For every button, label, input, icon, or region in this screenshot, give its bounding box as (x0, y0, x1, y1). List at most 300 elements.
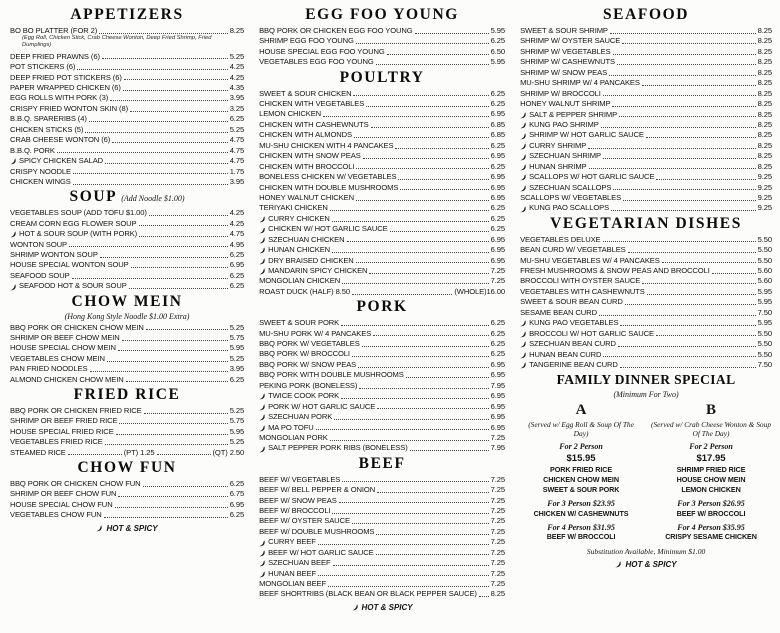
menu-item-row (259, 224, 505, 233)
section-header (10, 293, 244, 311)
item-price: 5.25 (229, 437, 245, 447)
section-title: SEAFOOD (602, 6, 690, 23)
menu-item (520, 172, 772, 181)
item-price: 8.25 (490, 589, 506, 599)
menu-item (10, 250, 244, 259)
item-name: HOUSE SPECIAL CHOW FUN (10, 499, 113, 509)
item-price: 7.25 (490, 537, 506, 547)
menu-item (520, 235, 772, 244)
menu-item (520, 110, 772, 119)
menu-item-row (520, 235, 772, 244)
item-price: 6.95 (490, 234, 506, 244)
item-name: BBQ PORK OR CHICKEN CHOW FUN (10, 478, 141, 488)
dotted-leader (130, 111, 228, 112)
dotted-leader (131, 267, 228, 268)
section-header (10, 188, 244, 206)
item-price: 5.50 (757, 349, 772, 359)
dotted-leader (610, 33, 756, 34)
dotted-leader (316, 429, 489, 430)
menu-item-row (10, 375, 244, 384)
menu-item-row (520, 287, 772, 296)
item-name: MANDARIN SPICY CHICKEN (268, 266, 368, 275)
menu-item (10, 510, 244, 519)
item-name: SWEET & SOUR CHICKEN (259, 88, 352, 98)
family-plans (520, 401, 772, 542)
section-title: FAMILY DINNER SPECIAL (556, 372, 736, 388)
menu-item (520, 360, 772, 369)
item-price: 7.25 (490, 516, 506, 526)
menu-item-row (10, 281, 244, 290)
item-name: HONEY WALNUT CHICKEN (259, 192, 354, 202)
dotted-leader (104, 517, 228, 518)
spicy-pepper-icon (259, 258, 266, 265)
item-name: MU-SHU VEGETABLES W/ 4 PANCAKES (520, 255, 660, 265)
menu-item-row (259, 172, 505, 181)
item-name: SHRIMP WONTON SOUP (10, 249, 98, 259)
dotted-leader (85, 132, 227, 133)
family-dish: SWEET & SOUR PORK (542, 484, 620, 494)
section-header (520, 215, 772, 233)
dotted-leader (353, 95, 488, 96)
spicy-pepper-icon (259, 216, 266, 223)
dotted-leader (628, 252, 756, 253)
item-price: 3.25 (229, 103, 245, 113)
item-name: SALT & PEPPER SHRIMP (529, 109, 618, 119)
spicy-pepper-icon (520, 164, 527, 171)
item-name: CURRY CHICKEN (268, 213, 330, 223)
menu-item (520, 151, 772, 160)
item-name: KUNG PAO SHRIMP (529, 119, 599, 129)
item-name: HUNAN CHICKEN (268, 245, 331, 255)
family-plan-letter: A (575, 402, 587, 419)
menu-item-row (520, 329, 772, 338)
menu-item (10, 271, 244, 280)
item-name: CRAB CHEESE WONTON (6) (10, 135, 111, 145)
dotted-leader (613, 189, 755, 190)
item-price: 6.95 (490, 370, 506, 380)
family-tier-price: $17.95 (696, 452, 726, 464)
dotted-leader (415, 33, 489, 34)
menu-item (259, 193, 505, 202)
dotted-leader (376, 64, 489, 65)
item-name: MONGOLIAN PORK (259, 432, 328, 442)
menu-item-row (259, 443, 505, 452)
spicy-pepper-icon (10, 231, 17, 238)
item-name: B.B.Q. SPARERIBS (4) (10, 114, 87, 124)
menu-item (520, 89, 772, 98)
item-name: VEGETABLES DELUXE (520, 234, 601, 244)
menu-item-row (259, 485, 505, 494)
menu-column-right (520, 4, 772, 633)
dotted-leader (620, 367, 756, 368)
menu-item (259, 569, 505, 578)
item-name: SHRIMP W/ BROCCOLI (520, 88, 601, 98)
menu-item (10, 427, 244, 436)
dotted-leader (356, 262, 489, 263)
item-name: SWEET & SOUR SHRIMP (520, 26, 608, 35)
item-price: 5.95 (490, 57, 506, 67)
menu-item-row (259, 527, 505, 536)
dotted-leader (622, 43, 755, 44)
item-name: SWEET & SOUR PORK (259, 318, 340, 328)
item-name: HUNAN BEAN CURD (529, 349, 602, 359)
item-name: SZECHUAN SHRIMP (529, 151, 601, 161)
menu-item (259, 57, 505, 66)
item-price: 9.25 (757, 203, 772, 213)
dotted-leader (662, 262, 756, 263)
item-name: SWEET & SOUR BEAN CURD (520, 297, 623, 307)
item-mid-price: (PT) 1.25 (123, 447, 155, 457)
menu-item-row (259, 423, 505, 432)
item-name: CHICKEN W/ HOT GARLIC SAUCE (268, 224, 388, 234)
item-price: 6.95 (229, 499, 245, 509)
item-name: BONELESS CHICKEN W/ VEGETABLES (259, 172, 397, 182)
menu-item-row (259, 370, 505, 379)
spicy-pepper-icon (615, 561, 622, 568)
item-name: PAPER WRAPPED CHICKEN (6) (10, 83, 121, 93)
item-price: 6.25 (490, 161, 506, 171)
menu-item-row (259, 151, 505, 160)
item-name: ROAST DUCK (HALF) 8.50 (259, 286, 350, 296)
item-name: TANGERINE BEAN CURD (529, 359, 618, 369)
item-name: CURRY SHRIMP (529, 140, 587, 150)
dotted-leader (100, 257, 228, 258)
item-price: 7.25 (490, 474, 506, 484)
item-name: SHRIMP W/ OYSTER SAUCE (520, 36, 621, 46)
menu-item-row (259, 381, 505, 390)
item-name: BEEF W/ HOT GARLIC SAUCE (268, 547, 374, 557)
item-name: EGG ROLLS WITH PORK (3) (10, 93, 109, 103)
menu-item-row (10, 229, 244, 238)
menu-item (259, 589, 505, 598)
dotted-leader (359, 388, 488, 389)
spicy-pepper-icon (259, 247, 266, 254)
item-price: 5.25 (229, 405, 245, 415)
item-name: SZECHUAN BEEF (268, 558, 331, 568)
item-price: 6.95 (490, 182, 506, 192)
menu-item (10, 240, 244, 249)
menu-item-row (10, 416, 244, 425)
item-price: 6.95 (490, 245, 506, 255)
dotted-leader (89, 121, 228, 122)
dotted-leader (318, 575, 489, 576)
menu-item-row (259, 349, 505, 358)
menu-item-row (10, 156, 244, 165)
item-price: 5.95 (490, 26, 506, 35)
menu-item-row (10, 364, 244, 373)
menu-item-row (520, 110, 772, 119)
menu-item (520, 120, 772, 129)
dotted-leader (369, 273, 488, 274)
item-price: 7.25 (490, 526, 506, 536)
dotted-leader (601, 127, 756, 128)
menu-item (259, 329, 505, 338)
menu-item (520, 99, 772, 108)
menu-item (259, 245, 505, 254)
item-price: 8.25 (757, 36, 772, 46)
menu-item-row (10, 125, 244, 134)
spicy-pepper-icon (259, 540, 266, 547)
item-name: BEEF W/ OYSTER SAUCE (259, 516, 350, 526)
item-price: 7.25 (490, 547, 506, 557)
item-price: 8.25 (757, 109, 772, 119)
menu-item (10, 500, 244, 509)
menu-item-row (259, 47, 505, 56)
item-name: BBQ PORK OR CHICKEN EGG FOO YOUNG (259, 26, 413, 35)
item-price: 6.95 (490, 401, 506, 411)
family-plan (650, 401, 772, 542)
dotted-leader (611, 210, 756, 211)
item-price: 5.50 (757, 339, 772, 349)
item-name: SHRIMP W/ CASHEWNUTS (520, 57, 615, 67)
menu-section (10, 6, 244, 186)
dotted-leader (371, 127, 489, 128)
dotted-leader (122, 340, 228, 341)
menu-item (520, 266, 772, 275)
dotted-leader (334, 419, 488, 420)
spicy-pepper-icon (259, 550, 266, 557)
dotted-leader (623, 200, 755, 201)
item-price: 5.95 (757, 318, 772, 328)
dotted-leader (90, 371, 228, 372)
hot-spicy-note (10, 524, 244, 533)
item-name: KUNG PAO VEGETABLES (529, 318, 619, 328)
dotted-leader (617, 64, 756, 65)
item-name: BROCCOLI W/ HOT GARLIC SAUCE (529, 328, 654, 338)
menu-column-left (10, 4, 244, 633)
dotted-leader (119, 423, 227, 424)
menu-item-row (259, 287, 505, 296)
spicy-pepper-icon (520, 143, 527, 150)
item-name: SHRIMP W/ HOT GARLIC SAUCE (529, 130, 644, 140)
item-name: HOUSE SPECIAL WONTON SOUP (10, 260, 129, 270)
spicy-pepper-icon (10, 158, 17, 165)
item-price: 4.75 (229, 156, 245, 166)
dotted-leader (354, 137, 489, 138)
menu-item (259, 548, 505, 557)
item-price: 6.25 (490, 140, 506, 150)
menu-item-row (10, 437, 244, 446)
item-price: 7.25 (490, 495, 506, 505)
item-price: 8.25 (757, 26, 772, 35)
menu-item (10, 479, 244, 488)
item-name: STEAMED RICE (10, 447, 66, 457)
menu-item (10, 73, 244, 82)
menu-item-row (10, 26, 244, 35)
item-name: TERIYAKI CHICKEN (259, 203, 328, 213)
menu-item (520, 141, 772, 150)
menu-item-row (259, 329, 505, 338)
item-name: HOUSE SPECIAL CHOW MEIN (10, 343, 116, 353)
item-price: 5.95 (757, 286, 772, 296)
item-price: 7.25 (490, 432, 506, 442)
menu-item (259, 151, 505, 160)
item-price: 6.95 (490, 109, 506, 119)
item-price: 6.95 (490, 192, 506, 202)
dotted-leader (157, 454, 211, 455)
dotted-leader (603, 158, 756, 159)
dotted-leader (613, 54, 756, 55)
family-tier-heading: For 3 Person $23.95 (547, 499, 615, 509)
menu-item-row (520, 193, 772, 202)
menu-item (10, 406, 244, 415)
dotted-leader (129, 288, 228, 289)
menu-section (10, 459, 244, 520)
dotted-leader (625, 304, 756, 305)
menu-item-row (520, 308, 772, 317)
item-price: 5.60 (757, 266, 772, 275)
item-price: 5.25 (229, 353, 245, 363)
menu-item (259, 203, 505, 212)
spicy-pepper-icon (520, 362, 527, 369)
menu-item-row (259, 276, 505, 285)
menu-item-row (259, 579, 505, 588)
hot-spicy-note (259, 603, 505, 612)
dotted-leader (318, 544, 489, 545)
dotted-leader (139, 236, 228, 237)
spicy-pepper-icon (259, 425, 266, 432)
menu-item-row (259, 26, 505, 35)
family-tier-price: $15.95 (566, 452, 596, 464)
menu-item (259, 130, 505, 139)
item-price: 1.75 (229, 166, 245, 176)
menu-section (10, 188, 244, 290)
item-price: 8.25 (757, 151, 772, 161)
item-name: BBQ PORK W/ BROCCOLI (259, 349, 350, 359)
dotted-leader (612, 106, 755, 107)
menu-item-row (259, 433, 505, 442)
section-title: BEEF (358, 454, 406, 472)
item-price: 3.95 (229, 93, 245, 103)
menu-item-row (10, 354, 244, 363)
dotted-leader (398, 179, 488, 180)
menu-section (10, 293, 244, 384)
menu-item-row (520, 151, 772, 160)
menu-item (259, 120, 505, 129)
menu-item-row (10, 208, 244, 217)
family-dish: CHICKEN W/ CASHEWNUTS (533, 508, 629, 518)
spicy-pepper-icon (520, 122, 527, 129)
menu-item (10, 146, 244, 155)
menu-item (10, 364, 244, 373)
dotted-leader (352, 294, 452, 295)
family-dish: CRISPY SESAME CHICKEN (665, 532, 757, 542)
menu-item (520, 203, 772, 212)
item-price: 6.85 (490, 119, 506, 129)
item-price: 6.25 (490, 224, 506, 234)
menu-item (10, 62, 244, 71)
item-name: MA PO TOFU (268, 422, 314, 432)
hot-spicy-label: HOT & SPICY (106, 523, 158, 533)
item-name: SHRIMP OR BEEF CHOW MEIN (10, 332, 120, 342)
item-name: CHICKEN STICKS (5) (10, 124, 84, 134)
item-name: CHICKEN WITH CASHEWNUTS (259, 119, 369, 129)
section-note: (Hong Kong Style Noodle $1.00 Extra) (64, 311, 190, 321)
item-name: BEEF SHORTRIBS (BLACK BEAN OR BLACK PEPPER SAUCE) (259, 589, 477, 599)
item-name: CHICKEN WITH DOUBLE MUSHROOMS (259, 182, 399, 192)
menu-section (10, 386, 244, 457)
dotted-leader (118, 350, 228, 351)
menu-item (259, 433, 505, 442)
menu-item (259, 109, 505, 118)
item-name: HOUSE SPECIAL EGG FOO YOUNG (259, 46, 385, 56)
menu-item (10, 260, 244, 269)
family-tier-heading: For 4 Person $31.95 (547, 522, 615, 532)
item-name: SHRIMP W/ VEGETABLES (520, 46, 611, 56)
family-plan-letter: B (706, 402, 717, 419)
dotted-leader (332, 513, 488, 514)
spicy-pepper-icon (259, 446, 266, 453)
item-price: 6.25 (490, 203, 506, 213)
menu-item (259, 485, 505, 494)
item-name: MONGOLIAN CHICKEN (259, 276, 341, 286)
menu-item-row (259, 569, 505, 578)
menu-item-row (10, 62, 244, 71)
item-name: SEAFOOD HOT & SOUR SOUP (19, 281, 127, 291)
menu-section (520, 6, 772, 213)
menu-item (10, 125, 244, 134)
menu-item (259, 423, 505, 432)
item-name: SEAFOOD SOUP (10, 270, 70, 280)
section-header (520, 371, 772, 389)
menu-item-row (10, 489, 244, 498)
dotted-leader (656, 335, 756, 336)
dotted-leader (110, 100, 228, 101)
family-served-note: (Served w/ Crab Cheese Wonton & Soup Of The Day) (651, 419, 772, 438)
section-header (259, 298, 505, 316)
item-price: 6.25 (229, 114, 245, 124)
dotted-leader (352, 523, 489, 524)
item-name: HUNAN SHRIMP (529, 161, 587, 171)
item-price: 4.25 (229, 208, 245, 218)
section-header (259, 69, 505, 87)
dotted-leader (342, 481, 488, 482)
dotted-leader (143, 486, 228, 487)
item-price: 4.75 (229, 135, 245, 145)
item-name: CREAM CORN EGG FLOWER SOUP (10, 218, 137, 228)
family-dish: BEEF W/ BROCCOLI (546, 532, 616, 542)
menu-item (10, 354, 244, 363)
dotted-leader (356, 168, 488, 169)
item-price: 8.25 (757, 161, 772, 171)
item-price: 5.75 (229, 332, 245, 342)
item-price: 6.95 (490, 412, 506, 422)
item-price: 7.25 (490, 568, 506, 578)
item-name: DEEP FRIED PRAWNS (6) (10, 51, 100, 61)
item-name: BBQ PORK OR CHICKEN CHOW MEIN (10, 322, 144, 332)
spicy-pepper-icon (259, 560, 266, 567)
spicy-pepper-icon (259, 404, 266, 411)
menu-item (10, 229, 244, 238)
menu-item-row (10, 343, 244, 352)
menu-item (520, 276, 772, 285)
menu-item-row (259, 120, 505, 129)
menu-item-row (10, 479, 244, 488)
dotted-leader (323, 116, 489, 117)
menu-item-row (259, 130, 505, 139)
item-name: SHRIMP OR BEEF CHOW FUN (10, 489, 117, 499)
item-name: CHICKEN WITH SNOW PEAS (259, 151, 361, 161)
item-price: 6.75 (229, 489, 245, 499)
item-price: 6.25 (490, 339, 506, 348)
menu-item (520, 350, 772, 359)
menu-item (259, 224, 505, 233)
menu-item-row (10, 52, 244, 61)
menu-item-row (10, 406, 244, 415)
section-title: EGG FOO YOUNG (305, 6, 459, 23)
dotted-leader (57, 152, 228, 153)
dotted-leader (646, 137, 756, 138)
